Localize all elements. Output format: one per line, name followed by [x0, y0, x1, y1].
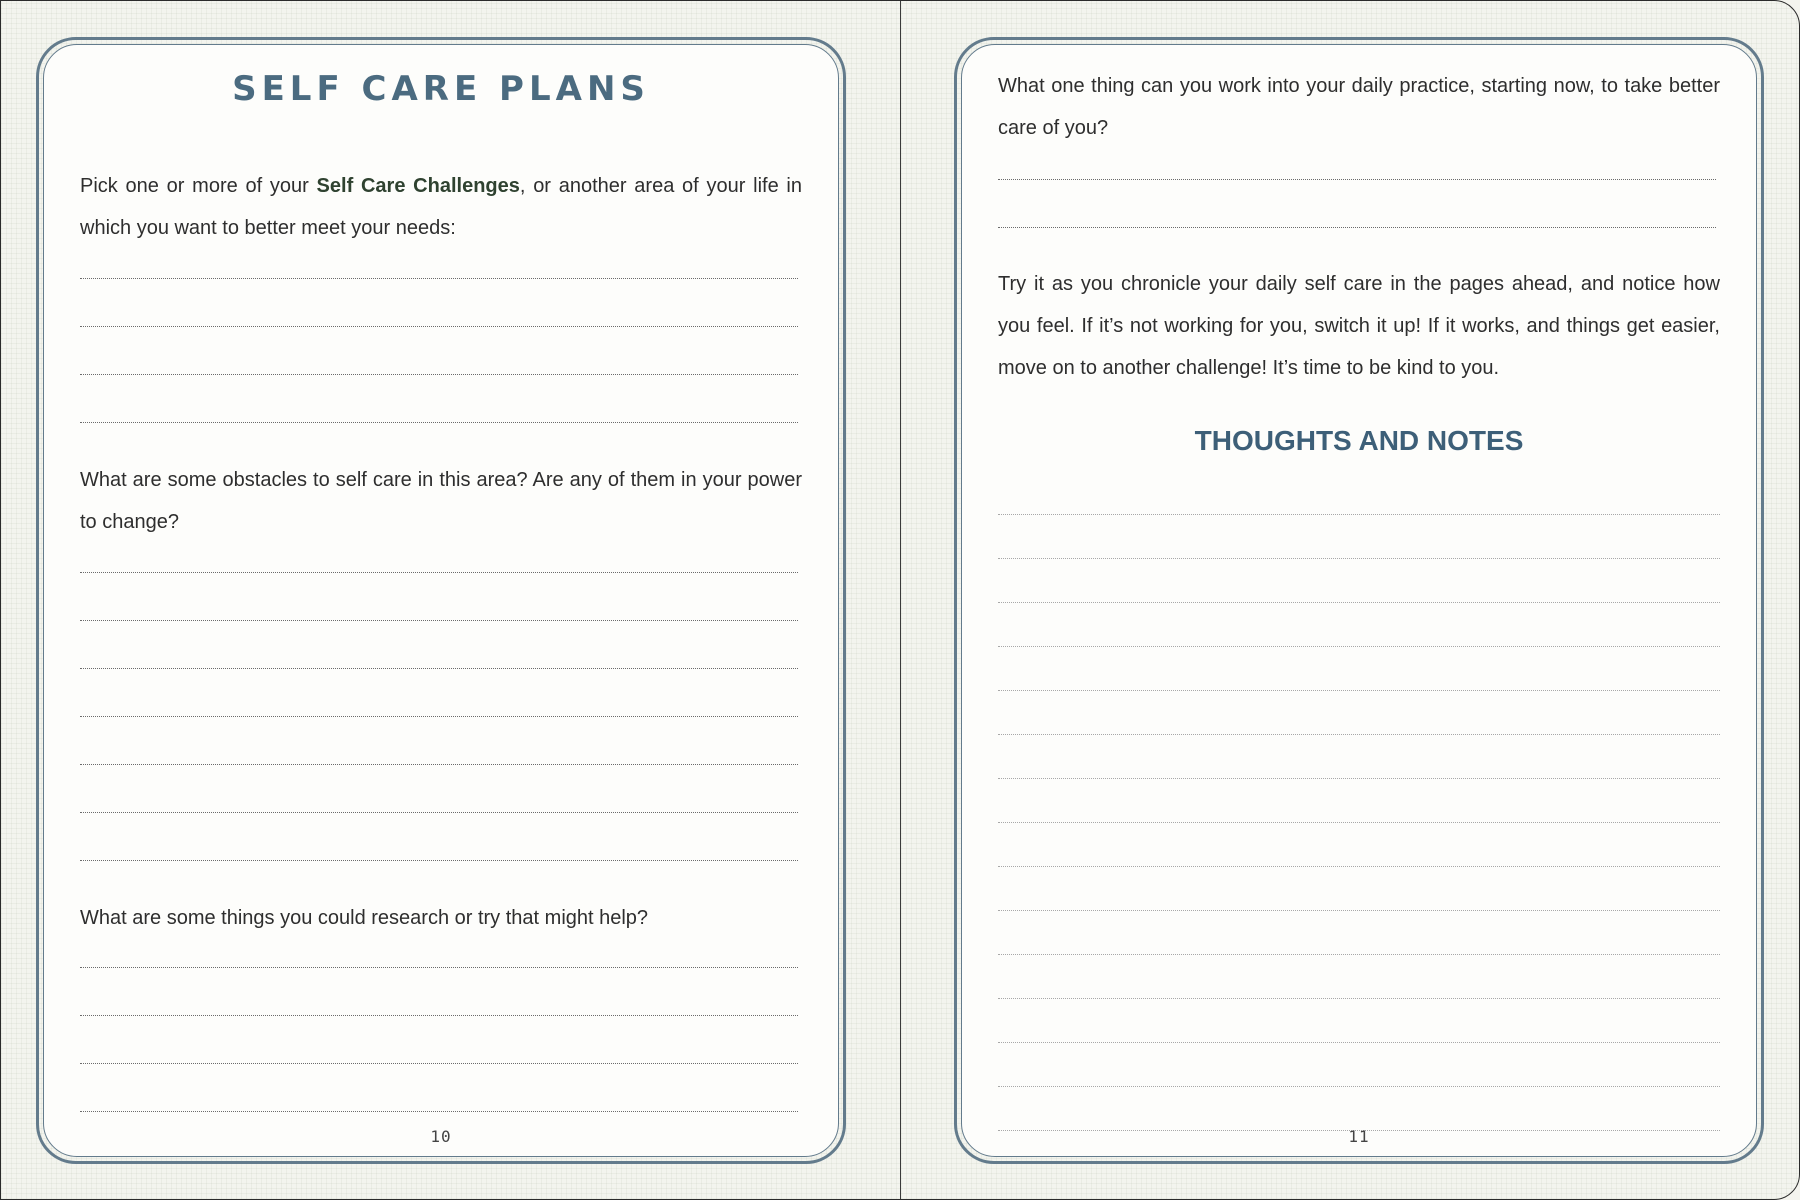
writing-line[interactable] — [80, 278, 798, 279]
writing-line[interactable] — [80, 1063, 798, 1064]
writing-line[interactable] — [80, 572, 798, 573]
prompt-daily-practice: What one thing can you work into your daily practice, starting now, to take better care of you? — [998, 75, 1720, 139]
right-page-inner-border — [961, 44, 1757, 1157]
writing-line[interactable] — [80, 1111, 798, 1112]
prompt-challenges-after: , or another area of your life in which you want to better meet your needs: — [80, 175, 802, 239]
writing-line[interactable] — [80, 1015, 798, 1016]
notes-line[interactable] — [998, 646, 1720, 647]
notes-line[interactable] — [998, 602, 1720, 603]
left-page-inner-border — [43, 44, 839, 1157]
writing-line[interactable] — [80, 422, 798, 423]
notes-line[interactable] — [998, 558, 1720, 559]
notes-line[interactable] — [998, 910, 1720, 911]
prompt-challenges — [80, 165, 802, 249]
page-number: 11 — [1348, 1127, 1370, 1146]
notes-line[interactable] — [998, 1042, 1720, 1043]
prompt-challenges-bold: Self Care Challenges — [316, 175, 520, 197]
prompt-obstacles: What are some obstacles to self care in this area? Are any of them in your power to change? — [80, 469, 802, 533]
notes-line[interactable] — [998, 778, 1720, 779]
page-title: SELF CARE PLANS — [232, 69, 650, 109]
instructions-paragraph: Try it as you chronicle your daily self care in the pages ahead, and notice how you feel. If it’s not working for you, switch it up! If it works, and things get easier, move on to another challenge! It’s time to be kind to you. — [998, 273, 1720, 379]
notes-line[interactable] — [998, 998, 1720, 999]
prompt-challenges-before: Pick one or more of your — [80, 175, 317, 197]
writing-line[interactable] — [80, 620, 798, 621]
left-page — [36, 37, 846, 1164]
writing-line[interactable] — [998, 227, 1716, 228]
notes-heading: THOUGHTS AND NOTES — [1194, 425, 1524, 456]
notes-line[interactable] — [998, 1086, 1720, 1087]
writing-line[interactable] — [80, 374, 798, 375]
notes-line[interactable] — [998, 690, 1720, 691]
writing-line[interactable] — [80, 326, 798, 327]
right-page — [954, 37, 1764, 1164]
notes-line[interactable] — [998, 734, 1720, 735]
writing-line[interactable] — [998, 179, 1716, 180]
page-number: 10 — [430, 1127, 452, 1146]
notes-line[interactable] — [998, 514, 1720, 515]
book-gutter — [900, 1, 901, 1199]
writing-line[interactable] — [80, 860, 798, 861]
notes-line[interactable] — [998, 822, 1720, 823]
writing-line[interactable] — [80, 668, 798, 669]
prompt-research: What are some things you could research or try that might help? — [80, 907, 649, 929]
writing-line[interactable] — [80, 812, 798, 813]
writing-line[interactable] — [80, 967, 798, 968]
notes-line[interactable] — [998, 954, 1720, 955]
writing-line[interactable] — [80, 764, 798, 765]
writing-line[interactable] — [80, 716, 798, 717]
notes-line[interactable] — [998, 866, 1720, 867]
